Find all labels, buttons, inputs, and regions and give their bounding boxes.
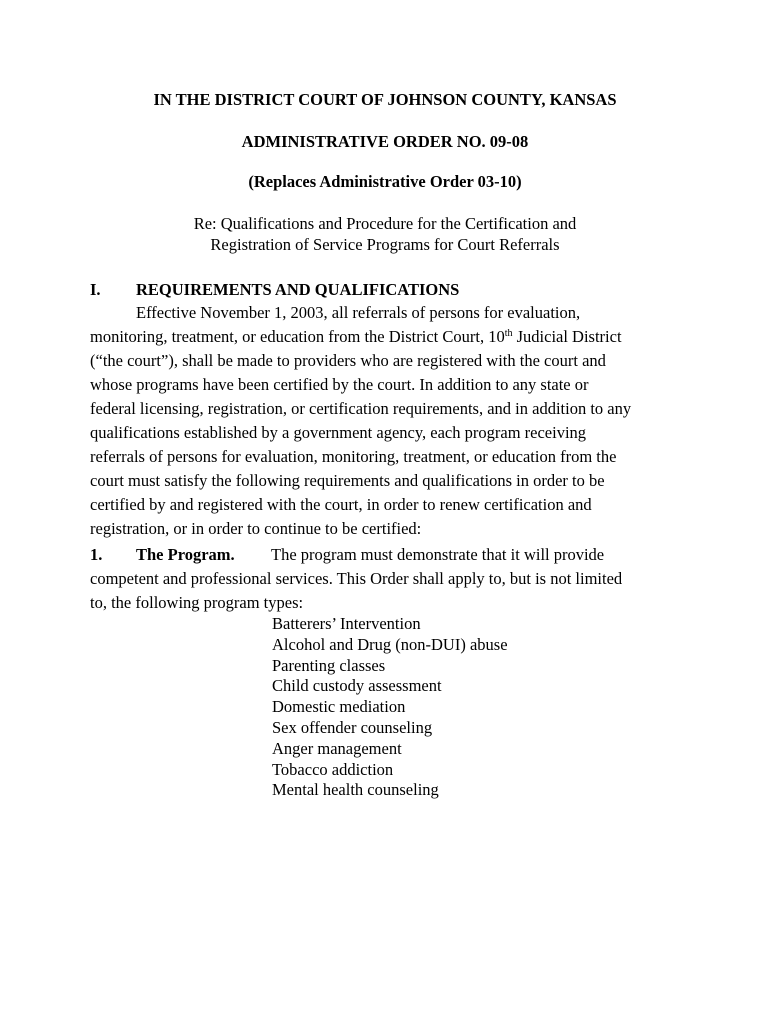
item-text-line-3: to, the following program types:	[90, 593, 304, 612]
list-item: Anger management	[272, 738, 402, 758]
replaces-note: (Replaces Administrative Order 03-10)	[248, 172, 522, 191]
re-line-2: Registration of Service Programs for Court Referrals	[210, 235, 560, 254]
section-title: REQUIREMENTS AND QUALIFICATIONS	[136, 280, 460, 299]
list-item: Sex offender counseling	[272, 717, 433, 737]
list-item: Batterers’ Intervention	[272, 614, 421, 633]
re-line-1: Re: Qualifications and Procedure for the Certification and	[193, 214, 577, 233]
program-types-list	[272, 614, 508, 801]
para-line-2: monitoring, treatment, or education from the District Court, 10th Judicial District	[90, 327, 622, 346]
list-item: Parenting classes	[272, 655, 386, 675]
para-line-6: qualifications established by a government agency, each program receiving	[90, 423, 587, 442]
para-line-9: certified by and registered with the court, in order to renew certification and	[90, 495, 592, 514]
para-line-3: (“the court”), shall be made to providers who are registered with the court and	[90, 351, 606, 370]
list-item: Alcohol and Drug (non-DUI) abuse	[272, 634, 508, 654]
para-line-1: Effective November 1, 2003, all referrals of persons for evaluation,	[136, 303, 581, 322]
para-line-4: whose programs have been certified by the court. In addition to any state or	[90, 375, 589, 394]
para-line-8: court must satisfy the following requirements and qualifications in order to be	[90, 471, 605, 490]
section-heading	[90, 280, 459, 300]
item-title: The Program.	[136, 545, 235, 564]
list-item: Domestic mediation	[272, 697, 406, 717]
item-number: 1.	[90, 545, 103, 564]
para-line-7: referrals of persons for evaluation, monitoring, treatment, or education from the	[90, 447, 617, 466]
order-number: ADMINISTRATIVE ORDER NO. 09-08	[241, 132, 529, 151]
para-line-5: federal licensing, registration, or certification requirements, and in addition to any	[90, 399, 632, 418]
section-number: I.	[90, 280, 101, 299]
item-text-line-2: competent and professional services. This Order shall apply to, but is not limited	[90, 569, 623, 588]
para-line-10: registration, or in order to continue to be certified:	[90, 519, 422, 538]
list-item: Child custody assessment	[272, 676, 442, 696]
item-text-line-1: The program must demonstrate that it will provide	[271, 545, 605, 564]
court-heading: IN THE DISTRICT COURT OF JOHNSON COUNTY, KANSAS	[153, 90, 617, 109]
list-item: Tobacco addiction	[272, 759, 394, 779]
list-item: Mental health counseling	[272, 780, 439, 800]
item-1-heading	[90, 545, 604, 565]
